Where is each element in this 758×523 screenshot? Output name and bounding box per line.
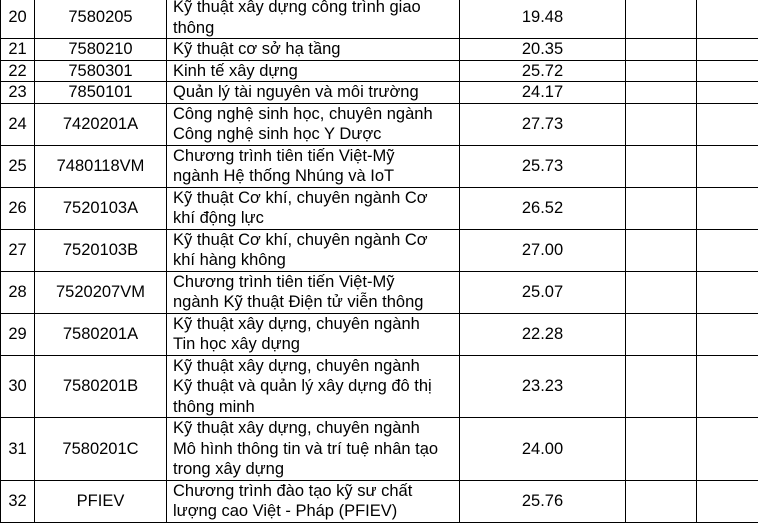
- program-name-cell: Chương trình tiên tiến Việt-Mỹ ngành Kỹ thuật Điện tử viễn thông: [167, 271, 460, 313]
- admission-score-cell: 23.23: [460, 355, 626, 418]
- table-row: [1, 82, 758, 104]
- admission-score-cell: 25.76: [460, 480, 626, 522]
- admission-score-cell: 20.35: [460, 39, 626, 61]
- admission-score-cell: 27.00: [460, 229, 626, 271]
- empty-cell: [697, 313, 758, 355]
- program-name-cell: Kỹ thuật xây dựng, chuyên ngành Tin học xây dựng: [167, 313, 460, 355]
- program-name-cell: Chương trình tiên tiến Việt-Mỹ ngành Hệ thống Nhúng và IoT: [167, 145, 460, 187]
- program-name-cell: Kỹ thuật Cơ khí, chuyên ngành Cơ khí động lực: [167, 187, 460, 229]
- table-row: [1, 355, 758, 418]
- admission-score-cell: 19.48: [460, 0, 626, 39]
- empty-cell: [697, 418, 758, 481]
- program-code-cell: 7580201A: [35, 313, 167, 355]
- program-name-cell: Kỹ thuật xây dựng công trình giao thông: [167, 0, 460, 39]
- program-code-cell: 7520103B: [35, 229, 167, 271]
- program-name-cell: Kỹ thuật xây dựng, chuyên ngành Mô hình thông tin và trí tuệ nhân tạo trong xây dựng: [167, 418, 460, 481]
- empty-cell: [697, 480, 758, 522]
- empty-cell: [626, 229, 697, 271]
- table-row: [1, 187, 758, 229]
- empty-cell: [697, 103, 758, 145]
- empty-cell: [697, 60, 758, 82]
- row-number-cell: 24: [1, 103, 35, 145]
- admission-score-cell: 22.28: [460, 313, 626, 355]
- table-row: [1, 103, 758, 145]
- empty-cell: [626, 313, 697, 355]
- program-name-cell: Công nghệ sinh học, chuyên ngành Công nghệ sinh học Y Dược: [167, 103, 460, 145]
- program-code-cell: 7420201A: [35, 103, 167, 145]
- empty-cell: [626, 145, 697, 187]
- program-code-cell: 7520207VM: [35, 271, 167, 313]
- empty-cell: [697, 145, 758, 187]
- row-number-cell: 21: [1, 39, 35, 61]
- row-number-cell: 22: [1, 60, 35, 82]
- program-code-cell: 7580201C: [35, 418, 167, 481]
- row-number-cell: 20: [1, 0, 35, 39]
- empty-cell: [626, 0, 697, 39]
- empty-cell: [626, 418, 697, 481]
- admission-score-cell: 25.07: [460, 271, 626, 313]
- program-name-cell: Kỹ thuật xây dựng, chuyên ngành Kỹ thuật và quản lý xây dựng đô thị thông minh: [167, 355, 460, 418]
- admission-score-cell: 25.73: [460, 145, 626, 187]
- empty-cell: [626, 271, 697, 313]
- program-code-cell: PFIEV: [35, 480, 167, 522]
- program-code-cell: 7580205: [35, 0, 167, 39]
- empty-cell: [626, 187, 697, 229]
- admission-score-cell: 24.17: [460, 82, 626, 104]
- admission-score-cell: 24.00: [460, 418, 626, 481]
- program-name-cell: Kinh tế xây dựng: [167, 60, 460, 82]
- table-row: [1, 145, 758, 187]
- table-row: [1, 39, 758, 61]
- empty-cell: [697, 355, 758, 418]
- empty-cell: [626, 480, 697, 522]
- table-row: [1, 60, 758, 82]
- program-code-cell: 7580301: [35, 60, 167, 82]
- admission-score-cell: 27.73: [460, 103, 626, 145]
- program-code-cell: 7580210: [35, 39, 167, 61]
- empty-cell: [697, 271, 758, 313]
- program-code-cell: 7850101: [35, 82, 167, 104]
- empty-cell: [626, 82, 697, 104]
- program-code-cell: 7520103A: [35, 187, 167, 229]
- empty-cell: [697, 39, 758, 61]
- table-row: [1, 480, 758, 522]
- program-code-cell: 7480118VM: [35, 145, 167, 187]
- table-row: [1, 229, 758, 271]
- table-row: [1, 271, 758, 313]
- empty-cell: [626, 60, 697, 82]
- program-name-cell: Quản lý tài nguyên và môi trường: [167, 82, 460, 104]
- table-row: [1, 418, 758, 481]
- row-number-cell: 25: [1, 145, 35, 187]
- table-body: [1, 0, 758, 522]
- table-row: [1, 0, 758, 39]
- row-number-cell: 30: [1, 355, 35, 418]
- empty-cell: [626, 103, 697, 145]
- row-number-cell: 32: [1, 480, 35, 522]
- program-name-cell: Kỹ thuật Cơ khí, chuyên ngành Cơ khí hàng không: [167, 229, 460, 271]
- program-name-cell: Kỹ thuật cơ sở hạ tầng: [167, 39, 460, 61]
- row-number-cell: 29: [1, 313, 35, 355]
- row-number-cell: 28: [1, 271, 35, 313]
- empty-cell: [697, 229, 758, 271]
- empty-cell: [626, 39, 697, 61]
- program-name-cell: Chương trình đào tạo kỹ sư chất lượng cao Việt - Pháp (PFIEV): [167, 480, 460, 522]
- row-number-cell: 26: [1, 187, 35, 229]
- admission-score-cell: 25.72: [460, 60, 626, 82]
- empty-cell: [697, 82, 758, 104]
- admission-score-cell: 26.52: [460, 187, 626, 229]
- empty-cell: [697, 187, 758, 229]
- program-code-cell: 7580201B: [35, 355, 167, 418]
- row-number-cell: 27: [1, 229, 35, 271]
- row-number-cell: 23: [1, 82, 35, 104]
- empty-cell: [697, 0, 758, 39]
- empty-cell: [626, 355, 697, 418]
- row-number-cell: 31: [1, 418, 35, 481]
- table-row: [1, 313, 758, 355]
